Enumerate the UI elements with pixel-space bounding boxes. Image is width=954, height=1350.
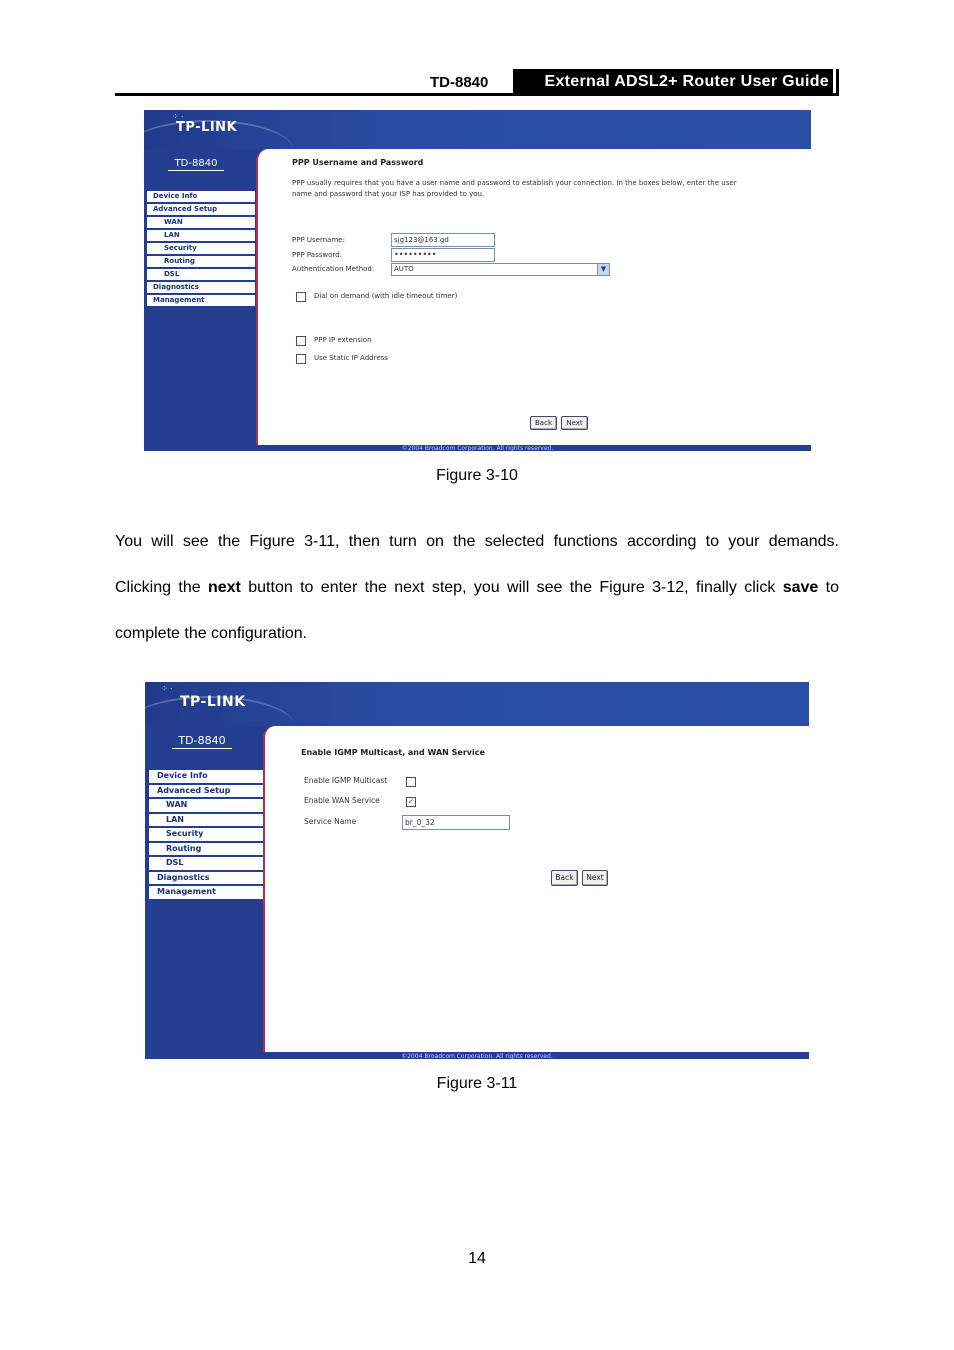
figure-3-10-screenshot — [144, 110, 811, 451]
nav-routing[interactable]: Routing — [147, 256, 255, 269]
auth-method-label: Authentication Method: — [292, 265, 375, 273]
figure-3-11-screenshot — [145, 682, 809, 1059]
nav-security[interactable]: Security — [147, 243, 255, 256]
logo-dots-icon: ⁘ · — [172, 112, 184, 121]
nav-dsl[interactable]: DSL — [147, 269, 255, 282]
dial-on-demand-label: Dial on demand (with idle timeout timer) — [314, 292, 458, 300]
password-label: PPP Password: — [292, 251, 342, 259]
next-keyword: next — [207, 579, 241, 596]
paragraph-line-2 — [115, 565, 839, 611]
dial-on-demand-checkbox[interactable] — [296, 292, 306, 302]
header-rule — [115, 93, 839, 96]
banner — [144, 110, 811, 150]
text: to — [818, 579, 839, 596]
igmp-label: Enable IGMP Multicast — [304, 776, 388, 785]
wan-service-checkbox[interactable] — [406, 797, 416, 807]
service-name-label: Service Name — [304, 817, 357, 826]
description-line-1: PPP usually requires that you have a user name and password to establish your connection. In the boxes below, enter the user — [292, 179, 737, 187]
auth-method-select[interactable] — [391, 263, 610, 276]
username-input[interactable]: sjg123@163.gd — [391, 233, 495, 247]
header-bar — [836, 69, 839, 95]
copyright-footer: ©2004 Broadcom Corporation. All rights reserved. — [401, 445, 554, 451]
static-ip-checkbox[interactable] — [296, 354, 306, 364]
model-tag: TD-8840 — [168, 157, 224, 171]
ppp-ip-extension-checkbox[interactable] — [296, 336, 306, 346]
text: Clicking the — [115, 579, 208, 596]
ppp-ip-extension-label: PPP IP extension — [314, 336, 372, 344]
checkmark-icon: ✓ — [407, 797, 415, 806]
description-line-2: name and password that your ISP has provided to you. — [292, 190, 485, 198]
nav-management[interactable]: Management — [149, 886, 263, 901]
content-panel — [256, 149, 811, 445]
nav-routing[interactable]: Routing — [149, 843, 263, 858]
section-title: PPP Username and Password — [292, 158, 424, 167]
nav-dsl[interactable]: DSL — [149, 857, 263, 872]
body-paragraph — [115, 519, 839, 657]
back-button[interactable]: Back — [530, 416, 557, 430]
nav-wan[interactable]: WAN — [149, 799, 263, 814]
nav-wan[interactable]: WAN — [147, 217, 255, 230]
nav-advanced-setup[interactable]: Advanced Setup — [147, 204, 255, 217]
header-guide-title: External ADSL2+ Router User Guide — [513, 69, 833, 95]
back-button[interactable]: Back — [551, 870, 578, 886]
caption-figure-3-10: Figure 3-10 — [436, 467, 518, 484]
nav-advanced-setup[interactable]: Advanced Setup — [149, 785, 263, 800]
paragraph-line-1: You will see the Figure 3-11, then turn on the selected functions according to your demands. — [115, 533, 839, 550]
sidebar-nav — [149, 770, 263, 901]
nav-diagnostics[interactable]: Diagnostics — [147, 282, 255, 295]
next-button[interactable]: Next — [561, 416, 588, 430]
tplink-logo: TP-LINK — [180, 694, 246, 710]
nav-lan[interactable]: LAN — [147, 230, 255, 243]
auth-method-value: AUTO — [394, 265, 414, 273]
nav-management[interactable]: Management — [147, 295, 255, 308]
page-number: 14 — [468, 1250, 486, 1267]
tplink-logo: TP-LINK — [176, 120, 238, 135]
text: button to enter the next step, you will see the Figure 3-12, finally click — [240, 579, 783, 596]
service-name-input[interactable]: br_0_32 — [402, 815, 510, 830]
nav-device-info[interactable]: Device Info — [147, 191, 255, 204]
wan-service-label: Enable WAN Service — [304, 796, 380, 805]
caption-figure-3-11: Figure 3-11 — [436, 1075, 518, 1092]
save-keyword: save — [782, 579, 819, 596]
nav-lan[interactable]: LAN — [149, 814, 263, 829]
next-button[interactable]: Next — [582, 870, 608, 886]
chevron-down-icon[interactable]: ▼ — [597, 264, 609, 275]
paragraph-line-3: complete the configuration. — [115, 625, 308, 642]
static-ip-label: Use Static IP Address — [314, 354, 388, 362]
model-tag: TD-8840 — [172, 734, 232, 749]
content-panel — [263, 726, 809, 1052]
nav-device-info[interactable]: Device Info — [149, 770, 263, 785]
password-input[interactable]: ••••••••• — [391, 248, 495, 262]
section-title: Enable IGMP Multicast, and WAN Service — [301, 748, 485, 757]
header-model: TD-8840 — [430, 74, 489, 91]
nav-diagnostics[interactable]: Diagnostics — [149, 872, 263, 887]
igmp-checkbox[interactable] — [406, 777, 416, 787]
logo-dots-icon: ⁘ · — [161, 684, 173, 693]
username-label: PPP Username: — [292, 236, 345, 244]
nav-security[interactable]: Security — [149, 828, 263, 843]
sidebar-nav — [147, 191, 255, 308]
copyright-footer: ©2004 Broadcom Corporation. All rights reserved. — [401, 1053, 553, 1059]
